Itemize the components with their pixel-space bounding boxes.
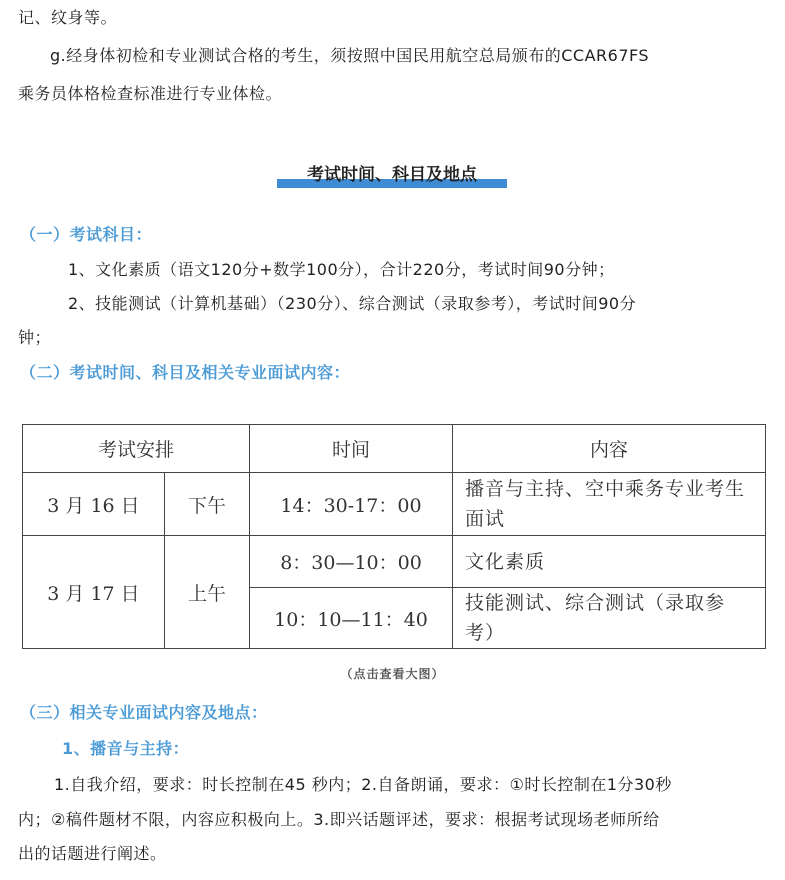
- time-cell: 14：30-17：00: [250, 473, 453, 536]
- content-cell: 播音与主持、空中乘务专业考生面试: [453, 473, 766, 536]
- header-arrangement: 考试安排: [23, 425, 250, 473]
- period-cell: 下午: [165, 473, 250, 536]
- date-cell: 3 月 17 日: [23, 536, 165, 649]
- table-row: [23, 536, 766, 588]
- interview-heading: （三）相关专业面试内容及地点：: [20, 703, 268, 722]
- content-cell: 文化素质: [453, 536, 766, 588]
- interview-text-line1: 1.自我介绍，要求：时长控制在45 秒内；2.自备朗诵，要求：①时长控制在1分30秒: [54, 775, 672, 794]
- subject-item-2-line2: 钟；: [18, 328, 52, 347]
- time-cell: 8：30—10：00: [250, 536, 453, 588]
- table-row: [23, 473, 766, 536]
- interview-sub-heading-broadcasting: 1、播音与主持：: [62, 739, 190, 758]
- table-header-row: [23, 425, 766, 473]
- schedule-table[interactable]: [22, 424, 766, 649]
- subject-item-1: 1、文化素质（语文120分+数学100分），合计220分，考试时间90分钟；: [68, 260, 615, 279]
- period-cell: 上午: [165, 536, 250, 649]
- content-cell: 技能测试、综合测试（录取参考）: [453, 588, 766, 649]
- header-content: 内容: [453, 425, 766, 473]
- subjects-heading: （一）考试科目：: [20, 225, 153, 244]
- view-large-image-link[interactable]: （点击查看大图）: [340, 667, 445, 681]
- schedule-heading: （二）考试时间、科目及相关专业面试内容：: [20, 363, 351, 382]
- time-cell: 10：10—11：40: [250, 588, 453, 649]
- header-time: 时间: [250, 425, 453, 473]
- date-cell: 3 月 16 日: [23, 473, 165, 536]
- section-title-text: 考试时间、科目及地点: [307, 165, 477, 185]
- requirement-g-line2: 乘务员体格检查标准进行专业体检。: [18, 84, 283, 103]
- section-title: [277, 162, 507, 190]
- interview-text-line2: 内；②稿件题材不限，内容应积极向上。3.即兴话题评述，要求：根据考试现场老师所给: [18, 810, 660, 829]
- interview-text-line3: 出的话题进行阐述。: [18, 844, 167, 863]
- subject-item-2-line1: 2、技能测试（计算机基础）（230分）、综合测试（录取参考），考试时间90分: [68, 294, 637, 313]
- requirement-g-line1: g.经身体初检和专业测试合格的考生，须按照中国民用航空总局颁布的CCAR67FS: [50, 46, 650, 65]
- intro-line: 记、纹身等。: [18, 8, 118, 27]
